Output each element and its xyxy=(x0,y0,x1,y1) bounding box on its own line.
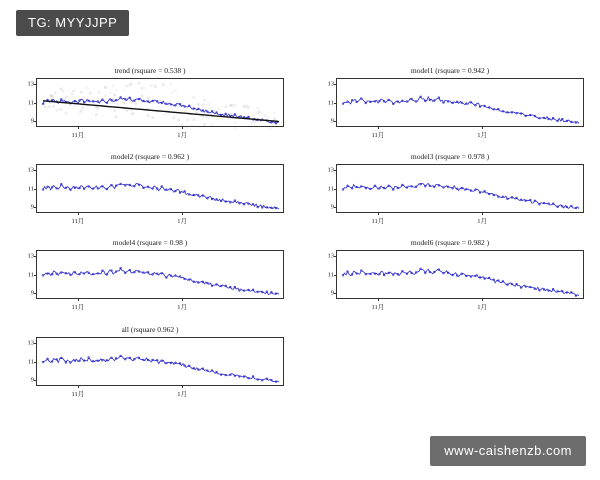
x-tick-mark xyxy=(182,212,183,215)
y-tick-mark xyxy=(334,207,337,208)
y-tick-label: 13 xyxy=(27,252,34,260)
x-tick-label: 11月 xyxy=(71,218,85,225)
y-tick-mark xyxy=(34,256,37,257)
y-tick-mark xyxy=(34,121,37,122)
panel-title-model6: model6 (rsquare = 0.982 ) xyxy=(410,238,490,247)
panel-title-model1: model1 (rsquare = 0.942 ) xyxy=(410,66,490,75)
y-tick-mark xyxy=(334,275,337,276)
x-tick-mark xyxy=(182,126,183,129)
y-tick-mark xyxy=(34,293,37,294)
x-tick-mark xyxy=(78,385,79,388)
x-tick-label: 11月 xyxy=(71,391,85,398)
x-tick-mark xyxy=(182,385,183,388)
y-tick-label: 13 xyxy=(27,339,34,347)
y-tick-mark xyxy=(334,84,337,85)
x-tick-mark xyxy=(78,212,79,215)
chart-panel-model3 xyxy=(310,152,590,227)
y-tick-label: 9 xyxy=(30,203,34,211)
x-tick-label: 11月 xyxy=(371,132,385,139)
plot-area-model1 xyxy=(327,78,584,139)
x-tick-mark xyxy=(182,298,183,301)
density-cloud xyxy=(43,82,276,129)
x-tick-label: 1月 xyxy=(477,304,487,311)
series-line xyxy=(343,269,579,296)
chart-panel-trend xyxy=(10,66,290,141)
series-plot xyxy=(37,79,285,128)
series-plot xyxy=(37,251,285,300)
x-tick-label: 11月 xyxy=(71,132,85,139)
y-tick-mark xyxy=(34,380,37,381)
chart-panel-all xyxy=(10,325,290,400)
panel-title-model2: model2 (rsquare = 0.962 ) xyxy=(110,152,190,161)
x-tick-label: 1月 xyxy=(177,304,187,311)
chart-panel-model1 xyxy=(310,66,590,141)
plot-area-model6 xyxy=(327,250,584,311)
x-tick-label: 1月 xyxy=(177,132,187,139)
y-tick-label: 13 xyxy=(327,80,334,88)
y-tick-mark xyxy=(34,189,37,190)
series-plot xyxy=(37,338,285,387)
plot-area-model2 xyxy=(27,164,284,225)
x-tick-label: 11月 xyxy=(71,304,85,311)
y-tick-mark xyxy=(34,362,37,363)
y-tick-label: 9 xyxy=(330,203,334,211)
x-tick-mark xyxy=(378,212,379,215)
plot-area-model3 xyxy=(327,164,584,225)
x-tick-label: 1月 xyxy=(177,391,187,398)
y-tick-mark xyxy=(34,84,37,85)
x-tick-mark xyxy=(78,298,79,301)
x-tick-mark xyxy=(482,298,483,301)
y-tick-mark xyxy=(334,189,337,190)
watermark-badge: www-caishenzb.com xyxy=(430,436,586,466)
series-plot xyxy=(337,79,585,128)
plot-area-model4 xyxy=(27,250,284,311)
y-tick-label: 9 xyxy=(330,289,334,297)
panel-title-model4: model4 (rsquare = 0.98 ) xyxy=(112,238,188,247)
series-plot xyxy=(37,165,285,214)
y-tick-label: 13 xyxy=(327,166,334,174)
series-point xyxy=(342,189,344,191)
series-plot xyxy=(337,251,585,300)
y-tick-label: 13 xyxy=(27,166,34,174)
y-tick-mark xyxy=(334,293,337,294)
chart-panel-model4 xyxy=(10,238,290,313)
chart-panel-model6 xyxy=(310,238,590,313)
y-tick-mark xyxy=(34,170,37,171)
y-tick-label: 11 xyxy=(327,99,334,107)
plot-area-trend xyxy=(27,78,284,139)
x-tick-mark xyxy=(482,212,483,215)
x-tick-mark xyxy=(482,126,483,129)
y-tick-label: 13 xyxy=(27,80,34,88)
y-tick-label: 11 xyxy=(27,271,34,279)
panel-title-all: all (rsquare 0.962 ) xyxy=(121,325,179,334)
y-tick-mark xyxy=(34,103,37,104)
tg-badge: TG: MYYJJPP xyxy=(16,10,129,36)
series-plot xyxy=(337,165,585,214)
panel-title-model3: model3 (rsquare = 0.978 ) xyxy=(410,152,490,161)
y-tick-mark xyxy=(334,170,337,171)
y-tick-label: 9 xyxy=(30,117,34,125)
y-tick-label: 9 xyxy=(30,289,34,297)
plot-area-all xyxy=(27,337,284,398)
y-tick-mark xyxy=(34,275,37,276)
y-tick-label: 9 xyxy=(30,376,34,384)
y-tick-label: 11 xyxy=(27,358,34,366)
x-tick-label: 1月 xyxy=(177,218,187,225)
x-tick-label: 11月 xyxy=(371,218,385,225)
y-tick-label: 9 xyxy=(330,117,334,125)
x-tick-mark xyxy=(78,126,79,129)
y-tick-label: 11 xyxy=(327,271,334,279)
y-tick-label: 11 xyxy=(327,185,334,193)
y-tick-mark xyxy=(34,343,37,344)
y-tick-mark xyxy=(34,207,37,208)
series-line xyxy=(43,268,279,294)
x-tick-mark xyxy=(378,298,379,301)
y-tick-label: 13 xyxy=(327,252,334,260)
y-tick-mark xyxy=(334,121,337,122)
x-tick-label: 1月 xyxy=(477,218,487,225)
y-tick-mark xyxy=(334,256,337,257)
panel-title-trend: trend (rsquare = 0.538 ) xyxy=(114,66,186,75)
x-tick-label: 1月 xyxy=(477,132,487,139)
x-tick-label: 11月 xyxy=(371,304,385,311)
y-tick-mark xyxy=(334,103,337,104)
y-tick-label: 11 xyxy=(27,99,34,107)
y-tick-label: 11 xyxy=(27,185,34,193)
chart-panel-model2 xyxy=(10,152,290,227)
x-tick-mark xyxy=(378,126,379,129)
